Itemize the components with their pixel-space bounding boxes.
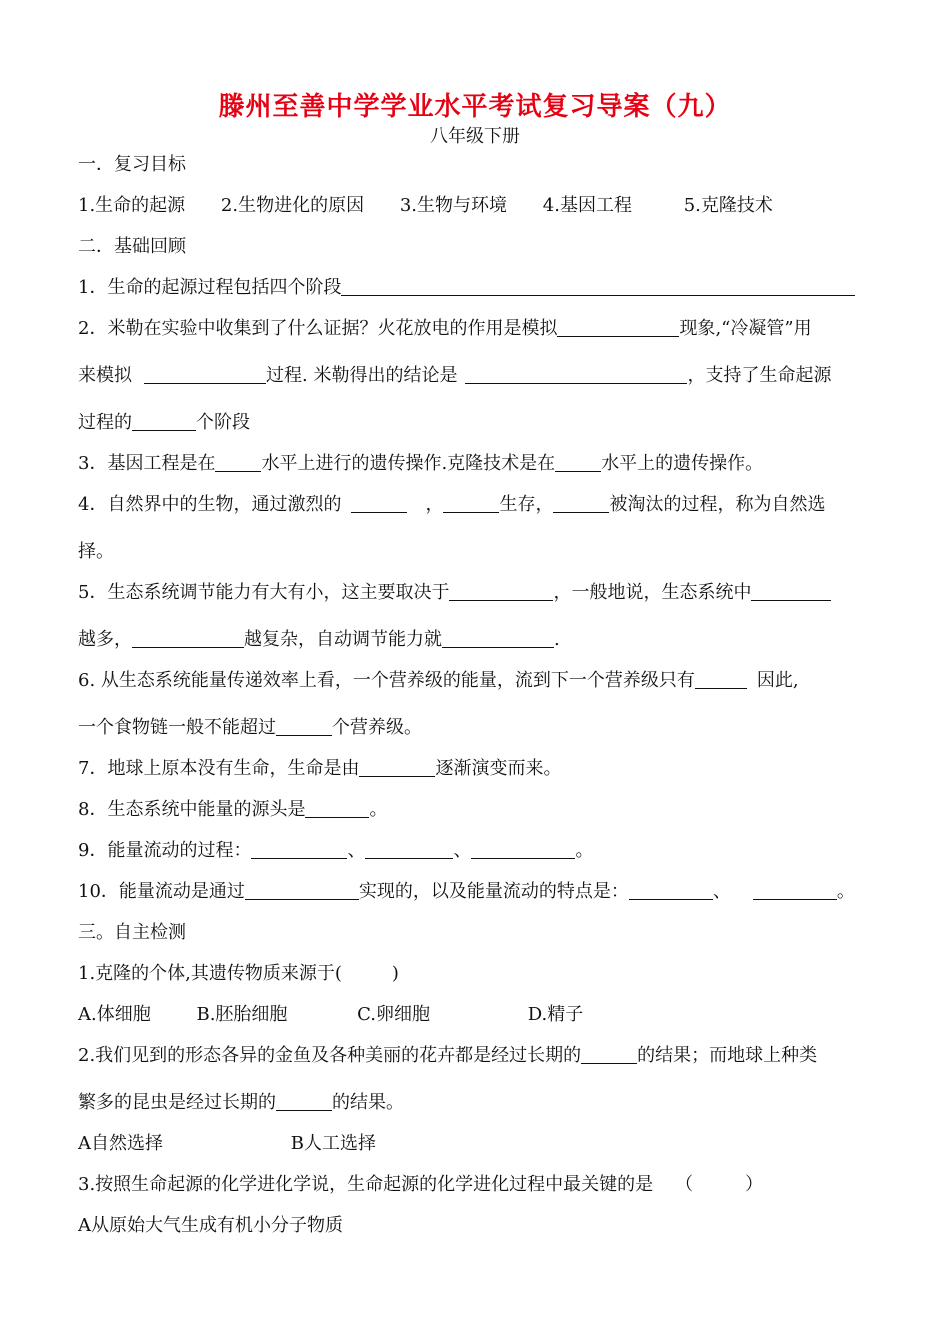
goal-item: 3.生物与环境: [399, 195, 508, 216]
option-a[interactable]: A.体细胞: [78, 1004, 151, 1025]
question-3-3-option-a[interactable]: A从原始大气生成有机小分子物质: [78, 1215, 343, 1236]
option-c[interactable]: C.卵细胞: [357, 1004, 431, 1025]
question-2-2-cont2: [78, 408, 250, 434]
question-text: 的结果；而地球上种类: [637, 1045, 818, 1066]
document-subtitle: 八年级下册: [430, 126, 520, 147]
answer-blank[interactable]: [351, 494, 407, 513]
option-b[interactable]: B人工选择: [290, 1133, 376, 1154]
question-2-2-cont: [78, 361, 831, 387]
question-text: 生存，: [499, 494, 554, 515]
goal-item: 4.基因工程: [542, 195, 632, 216]
goal-item: 1.生命的起源: [78, 195, 186, 216]
question-text: 繁多的昆虫是经过长期的: [78, 1092, 276, 1113]
question-2-5-cont: [78, 625, 560, 651]
section-heading-self-test: 三。自主检测: [78, 922, 186, 943]
answer-blank[interactable]: [555, 453, 601, 472]
question-2-8: [78, 795, 387, 821]
question-text: 、: [453, 840, 472, 861]
answer-blank[interactable]: [751, 582, 831, 601]
option-a[interactable]: A自然选择: [78, 1133, 163, 1154]
answer-blank[interactable]: [305, 799, 369, 818]
question-text: 8．生态系统中能量的源头是: [78, 799, 306, 820]
answer-blank[interactable]: [215, 453, 261, 472]
question-text: （: [675, 1174, 694, 1195]
question-2-10: [78, 877, 855, 903]
question-3-3: [78, 1170, 763, 1196]
answer-blank[interactable]: [471, 840, 575, 859]
answer-blank[interactable]: [276, 1092, 332, 1111]
section-heading-basics: 二．基础回顾: [78, 236, 186, 257]
question-text: 6. 从生态系统能量传递效率上看，一个营养级的能量，流到下一个营养级只有: [78, 670, 695, 691]
question-text: 过程. 米勒得出的结论是: [266, 365, 458, 386]
question-2-3: [78, 449, 763, 475]
question-text: 9．能量流动的过程：: [78, 840, 252, 861]
question-text: 。: [575, 840, 594, 861]
question-text: 1.克隆的个体,其遗传物质来源于(: [78, 963, 342, 984]
question-text: 被淘汰的过程，称为自然选: [609, 494, 826, 515]
question-2-6-cont: [78, 713, 422, 739]
option-d[interactable]: D.精子: [527, 1004, 584, 1025]
question-text: 3.按照生命起源的化学进化学说，生命起源的化学进化过程中最关键的是: [78, 1174, 654, 1195]
answer-blank[interactable]: [442, 629, 554, 648]
answer-blank[interactable]: [365, 840, 453, 859]
question-text: ，一般地说，生态系统中: [553, 582, 752, 603]
answer-blank[interactable]: [449, 582, 553, 601]
answer-blank[interactable]: [557, 318, 679, 337]
document-title: 滕州至善中学学业水平考试复习导案（九）: [218, 92, 732, 122]
question-text: 一个食物链一般不能超过: [78, 717, 276, 738]
question-2-4-cont: 择。: [78, 541, 114, 562]
question-text: 越复杂，自动调节能力就: [244, 629, 442, 650]
question-2-6: [78, 666, 799, 692]
question-3-2-options: [78, 1129, 376, 1155]
option-b[interactable]: B.胚胎细胞: [196, 1004, 288, 1025]
question-text: 逐渐演变而来。: [435, 758, 562, 779]
question-3-2-cont: [78, 1088, 404, 1114]
answer-blank[interactable]: [553, 494, 609, 513]
question-3-2: [78, 1041, 817, 1067]
question-text: 4．自然界中的生物，通过激烈的: [78, 494, 342, 515]
question-text: 、: [712, 881, 731, 902]
answer-blank[interactable]: [695, 670, 747, 689]
question-text: 3．基因工程是在: [78, 453, 216, 474]
question-text: 因此,: [756, 670, 799, 691]
question-text: ，支持了生命起源: [687, 365, 832, 386]
question-text: 现象,“冷凝管”用: [679, 318, 812, 339]
answer-blank[interactable]: [753, 881, 837, 900]
question-text: 过程的: [78, 412, 132, 433]
question-3-1: [78, 959, 399, 985]
question-text: 的结果。: [332, 1092, 404, 1113]
question-text: 来模拟: [78, 365, 132, 386]
answer-blank[interactable]: [341, 277, 855, 296]
question-3-1-options: [78, 1000, 583, 1026]
answer-blank[interactable]: [629, 881, 713, 900]
question-text: 个阶段: [196, 412, 250, 433]
answer-blank[interactable]: [132, 629, 244, 648]
section-heading-review-goals: 一．复习目标: [78, 154, 186, 175]
question-text: 2．米勒在实验中收集到了什么证据？火花放电的作用是模拟: [78, 318, 558, 339]
question-text: 水平上进行的遗传操作.克隆技术是在: [261, 453, 556, 474]
answer-blank[interactable]: [581, 1045, 637, 1064]
answer-blank[interactable]: [359, 758, 435, 777]
question-text: 水平上的遗传操作。: [601, 453, 764, 474]
question-text: 。: [369, 799, 388, 820]
question-2-2: [78, 314, 812, 340]
question-text: 10．能量流动是通过: [78, 881, 245, 902]
question-text: 实现的，以及能量流动的特点是：: [358, 881, 629, 902]
question-2-4: [78, 490, 825, 516]
question-text: 1．生命的起源过程包括四个阶段: [78, 277, 342, 298]
answer-blank[interactable]: [465, 365, 687, 384]
answer-blank[interactable]: [144, 365, 266, 384]
question-text: ，: [425, 494, 444, 515]
answer-blank[interactable]: [251, 840, 347, 859]
question-2-5: [78, 578, 831, 604]
question-text: ): [391, 963, 399, 984]
goal-item: 5.克隆技术: [683, 195, 773, 216]
question-text: 个营养级。: [332, 717, 422, 738]
answer-blank[interactable]: [443, 494, 499, 513]
question-text: 。: [836, 881, 855, 902]
question-text: 2.我们见到的形态各异的金鱼及各种美丽的花卉都是经过长期的: [78, 1045, 582, 1066]
question-text: .: [554, 629, 560, 650]
goals-row: [78, 191, 773, 217]
question-text: 越多，: [78, 629, 132, 650]
answer-blank[interactable]: [245, 881, 359, 900]
question-2-1: [78, 273, 855, 299]
answer-blank[interactable]: [132, 412, 196, 431]
question-text: 7．地球上原本没有生命，生命是由: [78, 758, 360, 779]
question-text: ）: [745, 1174, 764, 1195]
question-2-9: [78, 836, 593, 862]
question-text: 、: [347, 840, 366, 861]
goal-item: 2.生物进化的原因: [220, 195, 365, 216]
question-text: 5．生态系统调节能力有大有小，这主要取决于: [78, 582, 450, 603]
question-2-7: [78, 754, 561, 780]
answer-blank[interactable]: [276, 717, 332, 736]
